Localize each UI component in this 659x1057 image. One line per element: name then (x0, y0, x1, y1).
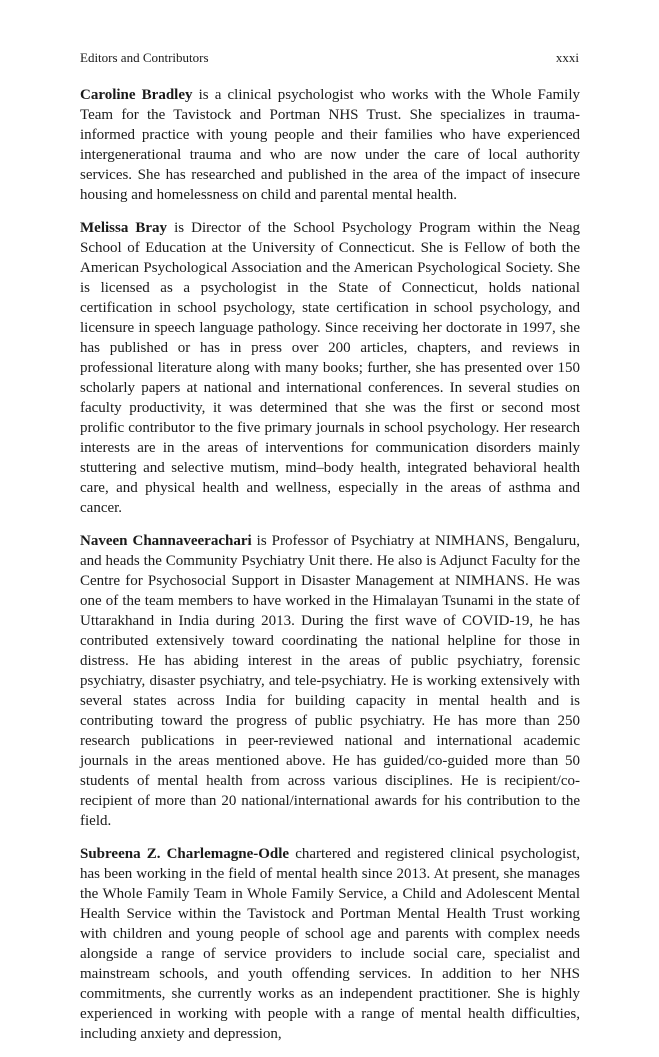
bio-text: is Director of the School Psychology Program within the Neag School of Education at the University of Connecticut. She is Fellow of both the American Psychological Association and the American Psychological Society. She is licensed as a psychologist in the State of Connecticut, holds national certification in school psychology, state certification in school psychology, and licensure in speech language pathology. Since receiving her doctorate in 1997, she has published or has in press over 200 articles, chapters, and reviews in professional literature along with many books; further, she has presented over 150 scholarly papers at national and international conferences. In several studies on faculty productivity, it was determined that she was the first or second most prolific contributor to the five primary journals in school psychology. Her research interests are in the areas of interventions for communication disorders mainly stuttering and selective mutism, mind–body health, integrated behavioral health care, and physical health and wellness, especially in the areas of asthma and cancer. (80, 220, 580, 516)
contributor-name: Subreena Z. Charlemagne-Odle (80, 846, 290, 862)
bio-paragraph (80, 531, 580, 831)
bio-paragraph (80, 85, 580, 205)
bio-paragraph (80, 844, 580, 1044)
contributor-name: Melissa Bray (80, 220, 168, 236)
bio-text: chartered and registered clinical psychologist, has been working in the field of mental health since 2013. At present, she manages the Whole Family Team in Whole Family Service, a Child and Adolescent Mental Health Service within the Tavistock and Portman Mental Health Trust working with children and young people of school age and parents with complex needs alongside a range of service providers to include social care, specialist and mainstream schools, and youth offending services. In addition to her NHS commitments, she currently works as an independent practitioner. She is highly experienced in working with people with a range of mental health difficulties, including anxiety and depression, (80, 846, 580, 1042)
section-title: Editors and Contributors (80, 50, 209, 65)
contributor-bios (80, 85, 580, 1057)
bio-text: is Professor of Psychiatry at NIMHANS, Bengaluru, and heads the Community Psychiatry Unit there. He also is Adjunct Faculty for the Centre for Psychosocial Support in Disaster Management at NIMHANS. He was one of the team members to have worked in the Himalayan Tsunami in the state of Uttarakhand in India during 2013. During the first wave of COVID-19, he has contributed extensively toward coordinating the national helpline for those in distress. He has abiding interest in the areas of public psychiatry, forensic psychiatry, disaster psychiatry, and tele-psychiatry. He is working extensively with several states across India for building capacity in mental health and is contributing toward the progress of public psychiatry. He has more than 250 research publications in peer-reviewed national and international academic journals in the areas mentioned above. He has guided/co-guided more than 50 students of mental health from across various disciplines. He is recipient/co-recipient of more than 20 national/international awards for his contribution to the field. (80, 533, 580, 829)
contributor-name: Caroline Bradley (80, 87, 193, 103)
contributor-name: Naveen Channaveerachari (80, 533, 252, 549)
page-number: xxxi (555, 50, 579, 65)
bio-text: is a clinical psychologist who works with the Whole Family Team for the Tavistock and Portman NHS Trust. She specializes in trauma-informed practice with young people and their families who have experienced intergenerational trauma and who are now under the care of local authority services. She has researched and published in the area of the impact of insecure housing and homelessness on child and parental mental health. (80, 87, 580, 203)
bio-paragraph (80, 218, 580, 518)
